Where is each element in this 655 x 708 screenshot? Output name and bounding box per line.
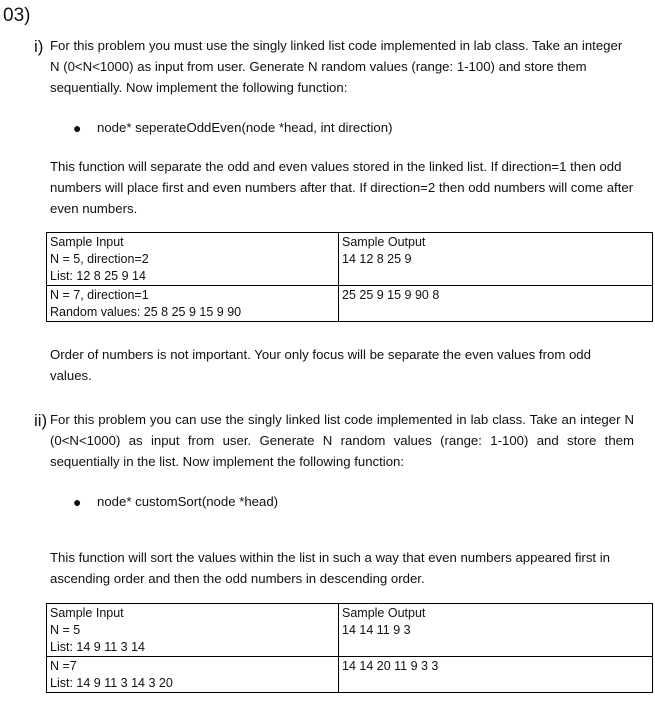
part-ii-function-bullet <box>73 494 573 514</box>
sample-input-line: List: 12 8 25 9 14 <box>50 269 146 283</box>
table-cell <box>47 657 339 693</box>
part-i-description: This function will separate the odd and even values stored in the linked list. If direction=1 then odd numbers will place first and even numbers after that. If direction=2 then odd numbers will come after even numbers. <box>50 159 634 216</box>
sample-input-line: Random values: 25 8 25 9 15 9 90 <box>50 305 242 319</box>
table-row <box>47 286 653 322</box>
sample-output-header: Sample Output <box>342 235 426 249</box>
sample-output-line: 25 25 9 15 9 90 8 <box>342 288 440 302</box>
table-row <box>47 657 653 693</box>
table-row <box>47 604 653 657</box>
part-ii-sample-table <box>46 603 653 693</box>
table-cell <box>339 286 653 322</box>
table-cell <box>339 233 653 286</box>
table-row <box>47 233 653 286</box>
sample-input-line: N =7 <box>50 659 77 673</box>
bullet-icon: ● <box>73 494 82 510</box>
sample-input-line: N = 5, direction=2 <box>50 252 149 266</box>
part-ii-function-signature: node* customSort(node *head) <box>97 494 279 509</box>
part-i-sample-table <box>46 232 653 322</box>
table-cell <box>339 657 653 693</box>
part-i-numeral: i) <box>34 37 44 56</box>
table-cell <box>339 604 653 657</box>
table-cell <box>47 604 339 657</box>
sample-output-line: 14 14 20 11 9 3 3 <box>342 659 439 673</box>
sample-input-header: Sample Input <box>50 606 124 620</box>
part-i-function-bullet <box>73 120 573 140</box>
part-i-function-signature: node* seperateOddEven(node *head, int direction) <box>97 120 393 135</box>
sample-output-line: 14 12 8 25 9 <box>342 252 412 266</box>
sample-output-line: 14 14 11 9 3 <box>342 623 411 637</box>
table-cell <box>47 233 339 286</box>
sample-output-header: Sample Output <box>342 606 426 620</box>
sample-input-line: N = 5 <box>50 623 81 637</box>
sample-input-line: List: 14 9 11 3 14 <box>50 640 145 654</box>
part-i-intro: For this problem you must use the singly linked list code implemented in lab class. Take an integer N (0<N<1000) as input from user. Generate N random values (range: 1-100) and store them sequentially. Now implement the following function: <box>50 38 623 95</box>
question-number: 03) <box>3 5 31 26</box>
part-ii-description: This function will sort the values within the list in such a way that even numbers appeared first in ascending order and then the odd numbers in descending order. <box>50 550 611 586</box>
sample-input-line: List: 14 9 11 3 14 3 20 <box>50 676 173 690</box>
bullet-icon: ● <box>73 120 82 136</box>
sample-input-header: Sample Input <box>50 235 124 249</box>
sample-input-line: N = 7, direction=1 <box>50 288 149 302</box>
part-i-note: Order of numbers is not important. Your only focus will be separate the even values from odd values. <box>50 347 591 383</box>
part-ii-numeral: ii) <box>34 411 48 430</box>
part-ii-intro: For this problem you can use the singly linked list code implemented in lab class. Take an integer N (0<N<1000) as input from user. Generate N random values (range: 1-100) and store them sequentially in the list. Now implement the following function: <box>50 412 634 469</box>
table-cell <box>47 286 339 322</box>
